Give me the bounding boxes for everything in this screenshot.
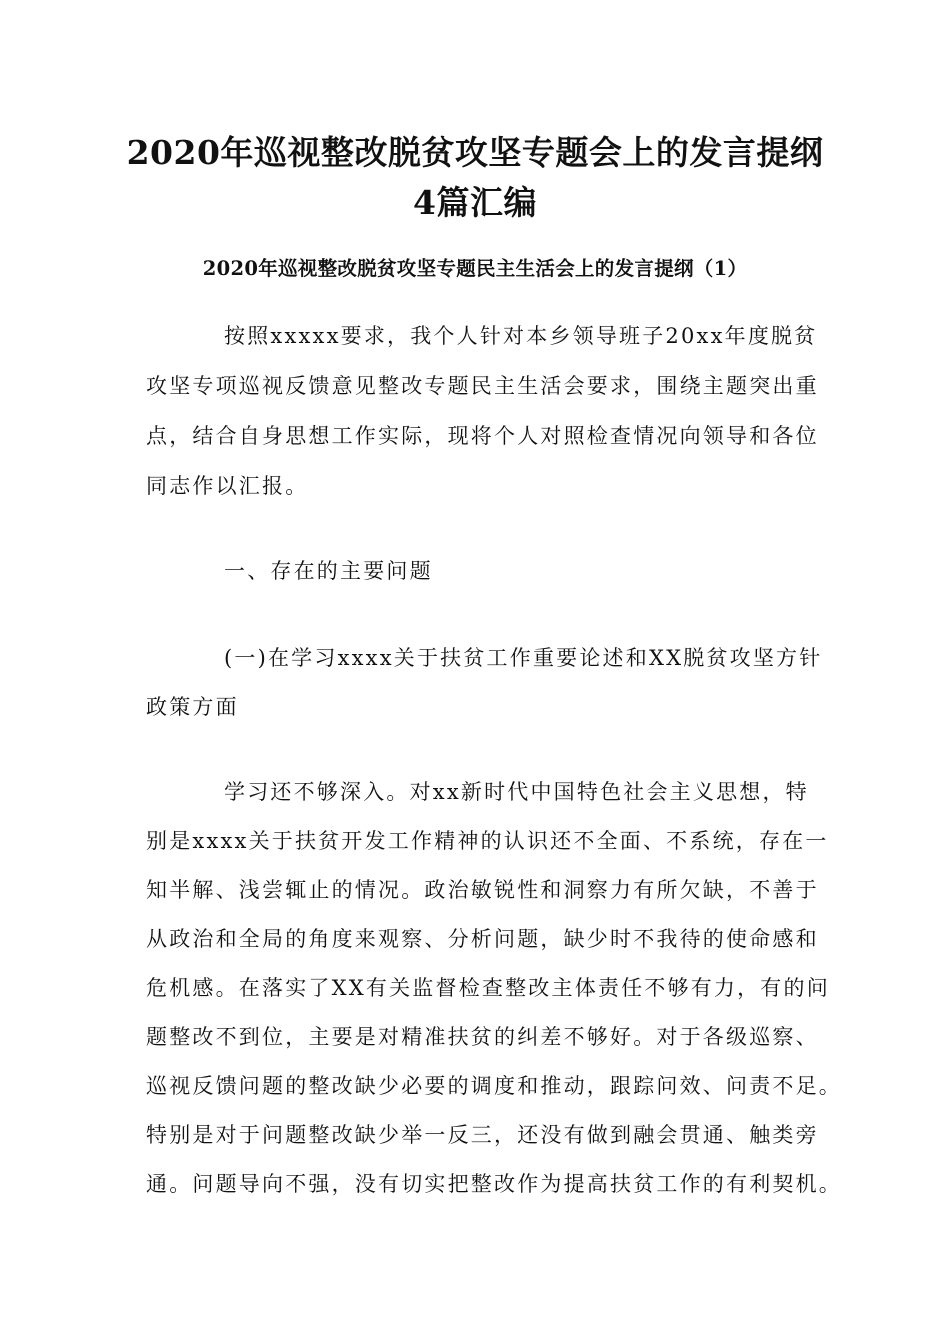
paragraph-line: 知半解、浅尝辄止的情况。政治敏锐性和洞察力有所欠缺，不善于 — [146, 878, 819, 902]
paragraph-line: 特别是对于问题整改缺少举一反三，还没有做到融会贯通、触类旁 — [146, 1123, 819, 1147]
paragraph-line: 通。问题导向不强，没有切实把整改作为提高扶贫工作的有利契机。 — [146, 1172, 842, 1196]
paragraph-line: 危机感。在落实了XX有关监督检查整改主体责任不够有力，有的问 — [146, 976, 830, 1000]
paragraph-line: 题整改不到位，主要是对精准扶贫的纠差不够好。对于各级巡察、 — [146, 1025, 819, 1049]
paragraph-line: 别是xxxx关于扶贫开发工作精神的认识还不全面、不系统，存在一 — [146, 829, 829, 853]
document-subtitle: 2020年巡视整改脱贫攻坚专题民主生活会上的发言提纲（1） — [202, 257, 748, 280]
section-heading: 一、存在的主要问题 — [224, 559, 433, 583]
intro-line: 点，结合自身思想工作实际，现将个人对照检查情况向领导和各位 — [146, 424, 819, 448]
paragraph-line: 学习还不够深入。对xx新时代中国特色社会主义思想，特 — [224, 780, 809, 804]
document-title-line2: 4篇汇编 — [413, 183, 537, 222]
subsection-heading-line: 政策方面 — [146, 695, 239, 719]
intro-line: 攻坚专项巡视反馈意见整改专题民主生活会要求，围绕主题突出重 — [146, 374, 819, 398]
intro-line: 同志作以汇报。 — [146, 474, 309, 498]
document-title-line1: 2020年巡视整改脱贫攻坚专题会上的发言提纲 — [126, 133, 824, 172]
subsection-heading-line: (一)在学习xxxx关于扶贫工作重要论述和XX脱贫攻坚方针 — [224, 646, 823, 670]
intro-line: 按照xxxxx要求，我个人针对本乡领导班子20xx年度脱贫 — [224, 324, 818, 348]
paragraph-line: 巡视反馈问题的整改缺少必要的调度和推动，跟踪问效、问责不足。 — [146, 1074, 842, 1098]
paragraph-line: 从政治和全局的角度来观察、分析问题，缺少时不我待的使命感和 — [146, 927, 819, 951]
